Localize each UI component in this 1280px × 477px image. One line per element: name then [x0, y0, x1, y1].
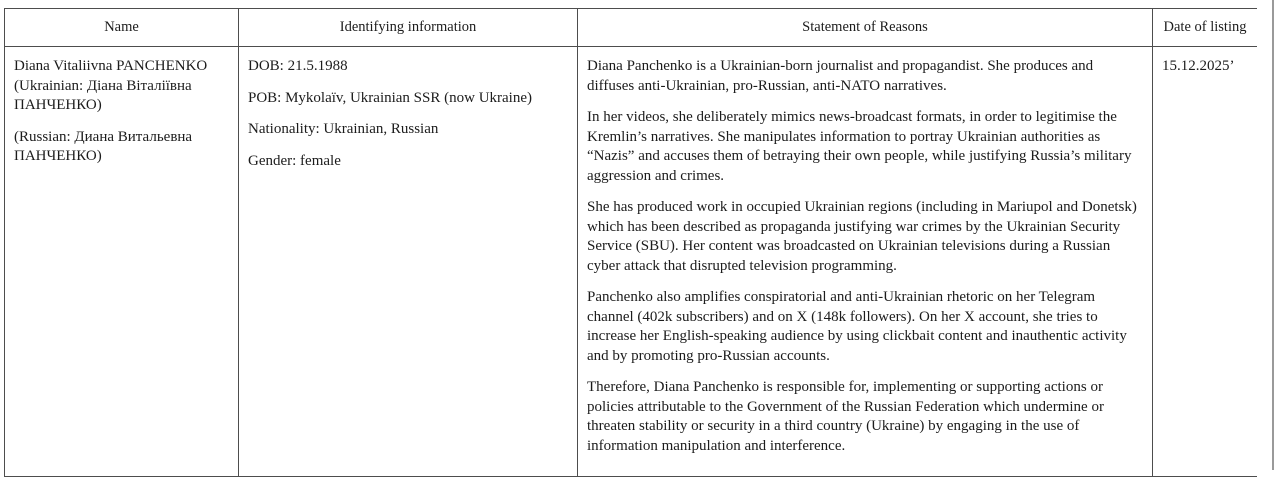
table-row	[5, 47, 1257, 476]
name-cell	[5, 47, 239, 476]
paragraph: In her videos, she deliberately mimics news-broadcast formats, in order to legitimise the Kremlin’s narratives. She manipulates information to portray Ukrainian authorities as “Nazis” and accuses them of betraying their own people, while justifying Russia’s military aggression and crimes.	[587, 109, 1132, 184]
column-header-name	[5, 9, 239, 47]
paragraph: She has produced work in occupied Ukrainian regions (including in Mariupol and Donetsk) which has been described as propaganda justifying war crimes by the Ukrainian Security Service (SBU). Her content was broadcasted on Ukrainian televisions during a Russian cyber attack that disrupted television programming.	[587, 199, 1137, 274]
column-header-date-of-listing-label: Date of listing	[1163, 19, 1247, 35]
paragraph: POB: Mykolaïv, Ukrainian SSR (now Ukraine)	[248, 89, 533, 106]
paragraph: Diana Vitaliivna PANCHENKO (Ukrainian: Діана Віталіївна ПАНЧЕНКО)	[14, 58, 208, 113]
statement-of-reasons-cell	[578, 47, 1153, 476]
paragraph: DOB: 21.5.1988	[248, 58, 348, 74]
paragraph: (Russian: Диана Витальевна ПАНЧЕНКО)	[14, 128, 193, 164]
page-edge-divider	[1272, 0, 1274, 470]
date-of-listing-cell	[1153, 47, 1257, 476]
paragraph: Panchenko also amplifies conspiratorial and anti-Ukrainian rhetoric on her Telegram channel (402k subscribers) and on X (148k followers). On her X account, she tries to increase her English-speaking audience by using clickbait content and inauthentic activity and by promoting pro-Russian accounts.	[587, 289, 1127, 364]
column-header-date-of-listing	[1153, 9, 1257, 47]
sanctions-listing-table	[4, 8, 1257, 477]
column-header-identifying-information-label: Identifying information	[339, 19, 477, 35]
paragraph: Gender: female	[248, 152, 341, 169]
column-header-identifying-information	[239, 9, 578, 47]
column-header-name-label: Name	[104, 19, 139, 35]
paragraph: Nationality: Ukrainian, Russian	[248, 121, 439, 137]
paragraph: Diana Panchenko is a Ukrainian-born journalist and propagandist. She produces and diffuses anti-Ukrainian, pro-Russian, anti-NATO narratives.	[587, 58, 1094, 94]
column-header-statement-of-reasons-label: Statement of Reasons	[802, 19, 928, 35]
date-of-listing-value: 15.12.2025’	[1162, 58, 1235, 74]
paragraph: Therefore, Diana Panchenko is responsible for, implementing or supporting actions or policies attributable to the Government of the Russian Federation which undermine or threaten stability or security in a third country (Ukraine) by engaging in the use of information manipulation and interference.	[587, 379, 1104, 454]
identifying-information-cell	[239, 47, 578, 476]
column-header-statement-of-reasons	[578, 9, 1153, 47]
table-header-row	[5, 9, 1257, 47]
